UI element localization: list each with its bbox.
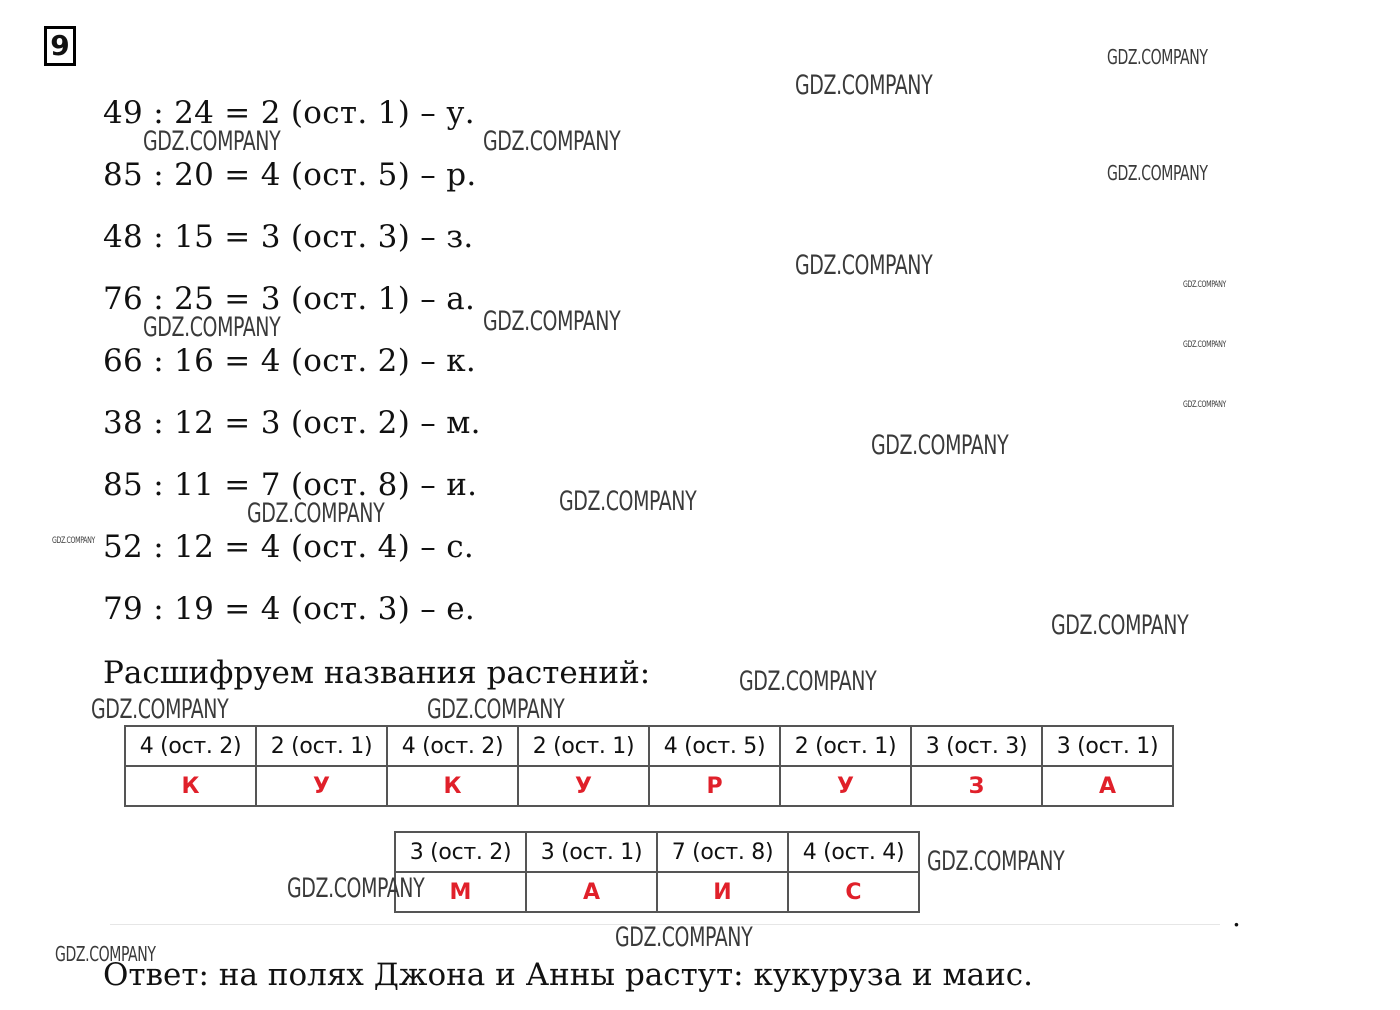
letter-cell: С — [788, 872, 919, 912]
code-cell: 3 (ост. 1) — [1042, 726, 1173, 766]
watermark: GDZ.COMPANY — [739, 666, 877, 697]
equation-line: 79 : 19 = 4 (ост. 3) – е. — [103, 591, 476, 627]
cipher-table-1 — [124, 725, 1174, 807]
watermark: GDZ.COMPANY — [287, 873, 425, 904]
equation-line: 52 : 12 = 4 (ост. 4) – с. — [103, 529, 475, 565]
code-cell: 3 (ост. 3) — [911, 726, 1042, 766]
watermark: GDZ.COMPANY — [427, 694, 565, 725]
code-cell: 4 (ост. 2) — [125, 726, 256, 766]
equation-line: 38 : 12 = 3 (ост. 2) – м. — [103, 405, 481, 441]
watermark: GDZ.COMPANY — [559, 486, 697, 517]
letter-cell: З — [911, 766, 1042, 806]
watermark: GDZ.COMPANY — [615, 922, 753, 953]
watermark: GDZ.COMPANY — [247, 498, 385, 529]
letter-cell: И — [657, 872, 788, 912]
watermark: GDZ.COMPANY — [1183, 280, 1226, 290]
watermark: GDZ.COMPANY — [91, 694, 229, 725]
answer-text: Ответ: на полях Джона и Анны растут: кукуруза и маис. — [103, 957, 1034, 993]
watermark: GDZ.COMPANY — [795, 70, 933, 101]
watermark: GDZ.COMPANY — [1107, 45, 1208, 69]
code-cell: 4 (ост. 5) — [649, 726, 780, 766]
watermark: GDZ.COMPANY — [483, 306, 621, 337]
cipher-table-2 — [394, 831, 920, 913]
code-row — [125, 726, 1173, 766]
equation-line: 48 : 15 = 3 (ост. 3) – з. — [103, 219, 474, 255]
letter-row — [395, 872, 919, 912]
subheading: Расшифруем названия растений: — [103, 655, 651, 691]
letter-cell: М — [395, 872, 526, 912]
letter-cell: Р — [649, 766, 780, 806]
watermark: GDZ.COMPANY — [795, 250, 933, 281]
equation-line: 85 : 11 = 7 (ост. 8) – и. — [103, 467, 478, 503]
code-cell: 2 (ост. 1) — [780, 726, 911, 766]
letter-cell: К — [125, 766, 256, 806]
letter-cell: У — [256, 766, 387, 806]
letter-cell: А — [1042, 766, 1173, 806]
code-cell: 3 (ост. 1) — [526, 832, 657, 872]
equation-line: 66 : 16 = 4 (ост. 2) – к. — [103, 343, 477, 379]
exercise-number-badge: 9 — [44, 26, 76, 66]
equation-line: 49 : 24 = 2 (ост. 1) – у. — [103, 95, 475, 131]
watermark: GDZ.COMPANY — [1183, 340, 1226, 350]
equation-line: 76 : 25 = 3 (ост. 1) – а. — [103, 281, 476, 317]
letter-cell: А — [526, 872, 657, 912]
watermark: GDZ.COMPANY — [871, 430, 1009, 461]
code-row — [395, 832, 919, 872]
trailing-dot: . — [1232, 900, 1241, 933]
code-cell: 7 (ост. 8) — [657, 832, 788, 872]
watermark: GDZ.COMPANY — [1107, 161, 1208, 185]
watermark: GDZ.COMPANY — [143, 126, 281, 157]
watermark: GDZ.COMPANY — [483, 126, 621, 157]
watermark: GDZ.COMPANY — [55, 942, 156, 966]
watermark: GDZ.COMPANY — [927, 846, 1065, 877]
letter-cell: У — [518, 766, 649, 806]
letter-cell: У — [780, 766, 911, 806]
code-cell: 2 (ост. 1) — [518, 726, 649, 766]
watermark: GDZ.COMPANY — [143, 312, 281, 343]
watermark: GDZ.COMPANY — [1051, 610, 1189, 641]
letter-row — [125, 766, 1173, 806]
code-cell: 3 (ост. 2) — [395, 832, 526, 872]
watermark: GDZ.COMPANY — [52, 536, 95, 546]
code-cell: 4 (ост. 2) — [387, 726, 518, 766]
code-cell: 2 (ост. 1) — [256, 726, 387, 766]
letter-cell: К — [387, 766, 518, 806]
equation-line: 85 : 20 = 4 (ост. 5) – р. — [103, 157, 477, 193]
watermark: GDZ.COMPANY — [1183, 400, 1226, 410]
code-cell: 4 (ост. 4) — [788, 832, 919, 872]
